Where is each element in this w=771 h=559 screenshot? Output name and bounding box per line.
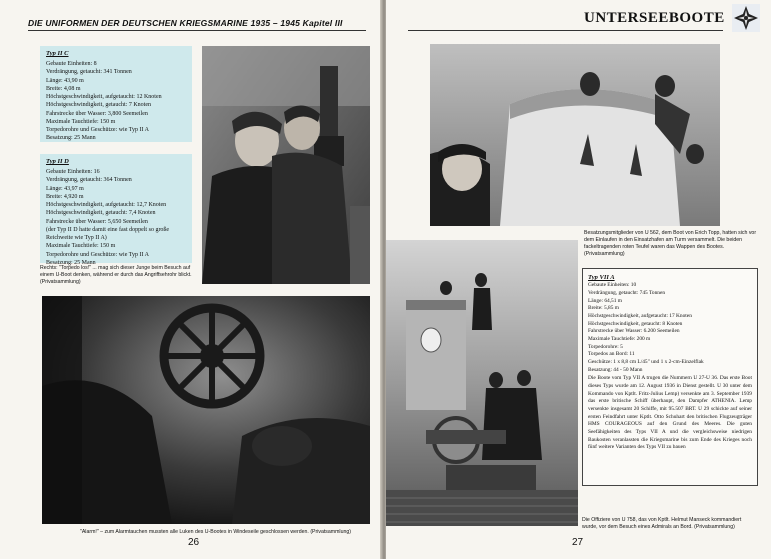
page-number-right: 27 bbox=[572, 537, 584, 548]
spec-line: Höchstgeschwindigkeit, getaucht: 8 Knoten bbox=[588, 320, 683, 327]
right-page bbox=[386, 0, 771, 559]
officers-deck-photo bbox=[386, 240, 578, 526]
header-rule bbox=[408, 30, 723, 31]
chapter-header: DIE UNIFORMEN DER DEUTSCHEN KRIEGSMARINE 1935 – 1945 Kapitel III bbox=[28, 18, 343, 28]
typ-viia-textbox bbox=[582, 268, 758, 486]
typ-viia-title: Typ VII A bbox=[588, 274, 615, 281]
typ-viia-description: Die Boote vom Typ VII A trugen die Nummern U 27-U 36. Das erste Boot dieses Typs wurde am 12. August 1936 in Dienst gestellt. U 30 unter dem Kommando von Kptlt. Fritz-Julius Lemp) versenkte am 3. September 1939 das erste britische Schiff überhaupt, den Dampfer ATHENIA. Lemp versenkte insgesamt 20 Schiffe, mit 95.507 BRT. U 29 schickte auf seiner ersten Feindfahrt unter Kptlt. Otto Schuhart den britischen Flugzeugträger HMS COURAGEOUS auf den Grund des Meeres. Die guten Seefähigkeiten des Typs VII A und die vergleichsweise niedrigen Baukosten veranlassten die Kriegsmarine bis zum Ende des Krieges noch fünf weitere Varianten des Typs VII zu bauen bbox=[588, 375, 752, 451]
spec-line: Gebaute Einheiten: 10 bbox=[588, 282, 637, 289]
section-header: UNTERSEEBOOTE bbox=[584, 10, 725, 26]
spec-line: Gebaute Einheiten: 16 bbox=[46, 168, 100, 175]
typ-iic-title: Typ II C bbox=[46, 50, 69, 57]
spec-line: Länge: 43,97 m bbox=[46, 185, 84, 192]
hatch-photo bbox=[42, 296, 370, 524]
spec-line: Besatzung: 25 Mann bbox=[46, 135, 96, 142]
header-rule bbox=[28, 30, 366, 31]
spec-line: (der Typ II D hatte damit eine fast doppelt so große bbox=[46, 226, 170, 233]
spec-line: Fahrstrecke über Wasser: 3,800 Seemeilen bbox=[46, 110, 148, 117]
periscope-photo bbox=[202, 46, 370, 284]
spec-line: Verdrängung, getaucht: 745 Tonnen bbox=[588, 289, 666, 296]
page-number-left: 26 bbox=[188, 537, 200, 548]
typ-iic-infobox bbox=[40, 46, 192, 142]
spec-line: Höchstgeschwindigkeit, aufgetaucht: 12,7 Knoten bbox=[46, 202, 167, 209]
spec-line: Breite: 4,920 m bbox=[46, 193, 84, 200]
spec-line: Besatzung: 25 Mann bbox=[46, 259, 96, 266]
spec-line: Geschütze: 1 x 8,8 cm L/45" und 1 x 2-cm-Einzelflak bbox=[588, 358, 704, 365]
spec-line: Höchstgeschwindigkeit, getaucht: 7 Knoten bbox=[46, 102, 151, 109]
spec-line: Torpedos an Bord: 11 bbox=[588, 351, 635, 358]
spec-line: Breite: 5,85 m bbox=[588, 305, 619, 312]
spec-line: Länge: 43,90 m bbox=[46, 77, 84, 84]
spec-line: Torpedorohre und Geschütze: wie Typ II A bbox=[46, 127, 150, 134]
spec-line: Höchstgeschwindigkeit, aufgetaucht: 17 Knoten bbox=[588, 312, 692, 319]
spec-line: Maximale Tauchtiefe: 150 m bbox=[46, 118, 116, 125]
conning-tower-photo bbox=[430, 44, 720, 226]
spec-line: Torpedorohre: 5 bbox=[588, 343, 623, 350]
spec-line: Maximale Tauchtiefe: 150 m bbox=[46, 243, 116, 250]
left-page bbox=[0, 0, 382, 559]
spec-line: Gebaute Einheiten: 8 bbox=[46, 60, 97, 67]
alarm-caption: "Alarm!" – zum Alarmtauchen mussten alle Luken des U-Bootes in Windeseile geschlossen werden. (Privatsammlung) bbox=[80, 529, 351, 535]
spec-line: Höchstgeschwindigkeit, aufgetaucht: 12 Knoten bbox=[46, 94, 162, 101]
spec-line: Höchstgeschwindigkeit, getaucht: 7,4 Knoten bbox=[46, 210, 156, 217]
spec-line: Länge: 64,51 m bbox=[588, 297, 622, 304]
u758-caption: Die Offiziere von U 758, das von Kptlt. Helmut Manseck kommandiert wurde, vor dem Besuch eines Admirals an Bord. (Privatsammlung) bbox=[582, 517, 742, 531]
spec-line: Besatzung: 44 - 50 Mann bbox=[588, 366, 643, 373]
knights-cross-icon bbox=[732, 4, 760, 32]
spec-line: Verdrängung, getaucht: 364 Tonnen bbox=[46, 177, 132, 184]
spec-line: Verdrängung, getaucht: 341 Tonnen bbox=[46, 69, 132, 76]
torpedo-caption: Rechts: "Torpedo los!" ... mag sich dieser Junge beim Besuch auf einem U-Boot denken, während er durch das Angriffsehrohr blickt. (Privatsammlung) bbox=[40, 265, 192, 286]
typ-iid-infobox bbox=[40, 154, 192, 266]
spec-line: Reichweite wie Typ II A) bbox=[46, 235, 107, 242]
spec-line: Fahrstrecke über Wasser: 6.200 Seemeilen bbox=[588, 328, 680, 335]
spec-line: Torpedorohre und Geschütze: wie Typ II A bbox=[46, 251, 150, 258]
spec-line: Fahrstrecke über Wasser: 5,650 Seemeilen bbox=[46, 218, 148, 225]
spec-line: Maximale Tauchtiefe: 200 m bbox=[588, 335, 651, 342]
u562-caption: Besatzungsmitglieder von U 562, dem Boot von Erich Topp, hatten sich vor dem Einlaufen in den Einsatzhafen am Turm versammelt. Die beiden fackeltragenden roten Teufel waren das Wappen des Bootes. (Privatsammlung) bbox=[584, 230, 757, 258]
spec-line: Breite: 4,08 m bbox=[46, 85, 81, 92]
typ-iid-title: Typ II D bbox=[46, 158, 69, 165]
